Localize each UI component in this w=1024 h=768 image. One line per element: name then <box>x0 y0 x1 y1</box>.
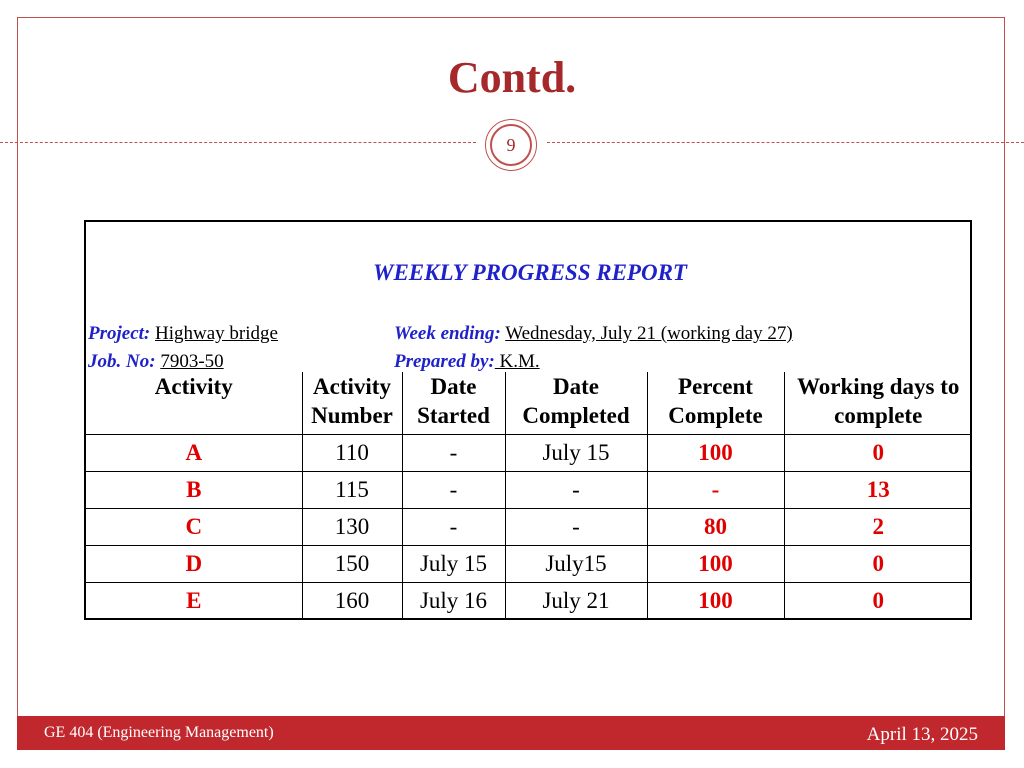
week-ending-label: Week ending: <box>394 323 501 344</box>
table-row <box>86 583 972 620</box>
report-title: WEEKLY PROGRESS REPORT <box>373 260 687 285</box>
course-name: GE 404 (Engineering Management) <box>44 724 274 741</box>
days-to-complete-cell: 2 <box>784 509 972 546</box>
project-value: Highway bridge <box>155 323 278 344</box>
project-label: Project: <box>88 323 151 344</box>
table-row <box>86 546 972 583</box>
days-to-complete-cell: 0 <box>784 546 972 583</box>
project-field <box>88 322 278 346</box>
job-number-label: Job. No: <box>88 351 156 372</box>
progress-report-table <box>84 220 972 620</box>
job-number-value: 7903-50 <box>160 351 224 372</box>
column-header: Activity <box>86 372 302 435</box>
days-to-complete-cell: 0 <box>784 435 972 472</box>
date-started-cell: July 16 <box>402 583 505 620</box>
table-row <box>86 435 972 472</box>
column-header: Date Started <box>402 372 505 435</box>
days-to-complete-cell: 0 <box>784 583 972 620</box>
table-row <box>86 509 972 546</box>
activity-cell: A <box>86 435 302 472</box>
activity-cell: D <box>86 546 302 583</box>
activity-cell: B <box>86 472 302 509</box>
activity-cell: C <box>86 509 302 546</box>
prepared-by-label: Prepared by: <box>394 351 495 372</box>
footer-date: April 13, 2025 <box>866 724 978 745</box>
slide-title: Contd. <box>447 53 577 102</box>
percent-complete-cell: 100 <box>647 583 784 620</box>
prepared-by-value: K.M. <box>494 351 540 372</box>
title-divider-right <box>547 142 1024 143</box>
prepared-by-field <box>394 350 540 374</box>
table-row <box>86 472 972 509</box>
page-number: 9 <box>490 124 532 166</box>
activity-number-cell: 115 <box>302 472 402 509</box>
activity-number-cell: 150 <box>302 546 402 583</box>
activity-number-cell: 160 <box>302 583 402 620</box>
percent-complete-cell: 100 <box>647 546 784 583</box>
date-started-cell: - <box>402 472 505 509</box>
days-to-complete-cell: 13 <box>784 472 972 509</box>
date-started-cell: - <box>402 435 505 472</box>
column-header: Working days to complete <box>784 372 972 435</box>
week-ending-value: Wednesday, July 21 (working day 27) <box>505 323 793 344</box>
activity-table <box>86 372 972 619</box>
title-divider-left <box>0 142 476 143</box>
date-completed-cell: - <box>505 472 647 509</box>
date-completed-cell: July 15 <box>505 435 647 472</box>
percent-complete-cell: - <box>647 472 784 509</box>
week-ending-field <box>394 322 793 346</box>
date-completed-cell: July15 <box>505 546 647 583</box>
page-number-badge <box>485 119 537 171</box>
column-header: Activity Number <box>302 372 402 435</box>
date-started-cell: - <box>402 509 505 546</box>
activity-number-cell: 130 <box>302 509 402 546</box>
footer-bar <box>17 716 1005 750</box>
job-number-field <box>88 350 224 374</box>
column-header: Percent Complete <box>647 372 784 435</box>
date-completed-cell: July 21 <box>505 583 647 620</box>
percent-complete-cell: 80 <box>647 509 784 546</box>
percent-complete-cell: 100 <box>647 435 784 472</box>
table-header-row <box>86 372 972 435</box>
date-started-cell: July 15 <box>402 546 505 583</box>
activity-number-cell: 110 <box>302 435 402 472</box>
column-header: Date Completed <box>505 372 647 435</box>
activity-cell: E <box>86 583 302 620</box>
date-completed-cell: - <box>505 509 647 546</box>
